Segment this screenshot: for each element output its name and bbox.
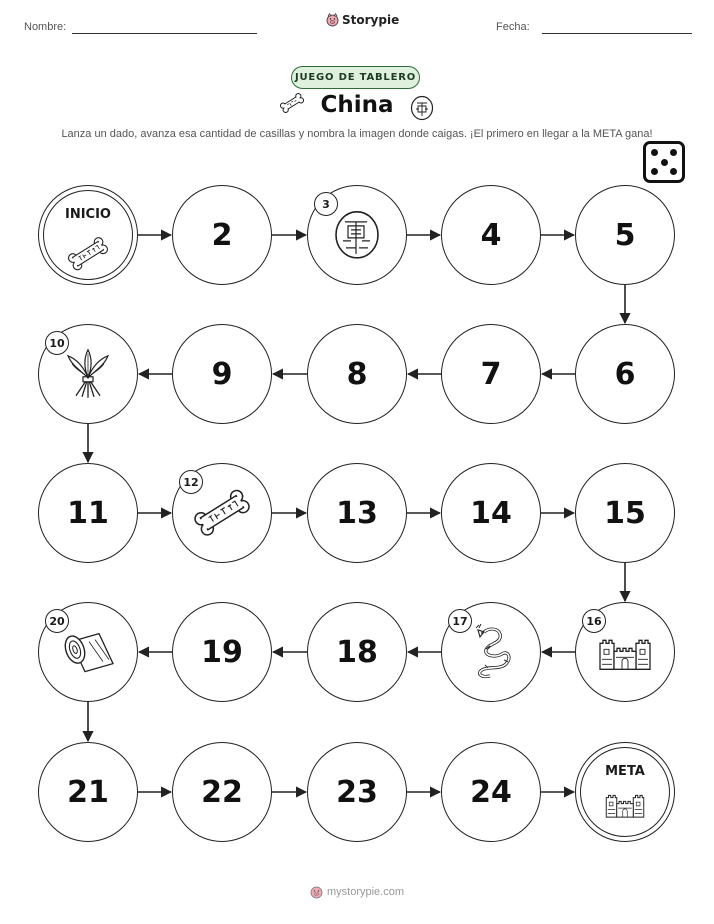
board-space <box>307 602 407 702</box>
board-space <box>441 602 541 702</box>
board-space <box>575 185 675 285</box>
space-number: 9 <box>211 356 233 392</box>
page-title: China <box>320 92 394 118</box>
date-label: Fecha: <box>496 21 530 33</box>
board-space <box>38 324 138 424</box>
start-space <box>38 185 138 285</box>
space-number: 21 <box>67 774 109 810</box>
plant-bundle-icon <box>62 348 114 405</box>
space-number-chip: 12 <box>179 470 203 494</box>
space-number: 15 <box>604 495 646 531</box>
board-space <box>172 463 272 563</box>
space-number: 6 <box>614 356 636 392</box>
board-space <box>307 742 407 842</box>
space-number: 23 <box>336 774 378 810</box>
board-space <box>307 463 407 563</box>
board-space <box>307 185 407 285</box>
game-type-badge: JUEGO DE TABLERO <box>291 66 420 89</box>
bone-icon <box>191 488 253 543</box>
board-space <box>575 602 675 702</box>
space-number: 22 <box>201 774 243 810</box>
finish-space <box>575 742 675 842</box>
name-label: Nombre: <box>24 21 67 33</box>
board-space <box>575 463 675 563</box>
space-number: 24 <box>470 774 512 810</box>
great-wall-icon <box>597 631 653 676</box>
instructions-text: Lanza un dado, avanza esa cantidad de casillas y nombra la imagen donde caigas. ¡El primero en llegar a la META gana! <box>61 128 653 140</box>
board-space <box>441 185 541 285</box>
space-number: 18 <box>336 634 378 670</box>
board-space <box>38 742 138 842</box>
space-number-chip: 10 <box>45 331 69 355</box>
board-space <box>38 463 138 563</box>
board-space <box>575 324 675 424</box>
space-number: 2 <box>211 217 233 253</box>
board-space <box>38 602 138 702</box>
board-space <box>441 324 541 424</box>
space-number-chip: 20 <box>45 609 69 633</box>
board-space <box>441 742 541 842</box>
space-label: INICIO <box>65 207 111 222</box>
board-space <box>172 185 272 285</box>
great-wall-icon <box>604 789 646 823</box>
footer <box>0 885 714 899</box>
space-number-chip: 3 <box>314 192 338 216</box>
space-number-chip: 16 <box>582 609 606 633</box>
board-space <box>307 324 407 424</box>
brand-name: Storypie <box>342 13 400 27</box>
space-number: 7 <box>480 356 502 392</box>
board-space <box>172 742 272 842</box>
space-number: 14 <box>470 495 512 531</box>
board-space <box>172 602 272 702</box>
board-space <box>441 463 541 563</box>
pig-mascot-icon <box>310 885 323 899</box>
board-space <box>172 324 272 424</box>
bone-icon <box>66 236 111 276</box>
silk-roll-icon <box>59 628 117 681</box>
seal-icon <box>331 208 383 267</box>
dragon-icon <box>466 624 516 685</box>
space-number: 19 <box>201 634 243 670</box>
space-number: 5 <box>614 217 636 253</box>
space-number-chip: 17 <box>448 609 472 633</box>
footer-url: mystorypie.com <box>326 886 405 898</box>
space-number: 4 <box>480 217 502 253</box>
space-number: 8 <box>346 356 368 392</box>
space-number: 11 <box>67 495 109 531</box>
space-number: 13 <box>336 495 378 531</box>
space-label: META <box>605 764 645 779</box>
